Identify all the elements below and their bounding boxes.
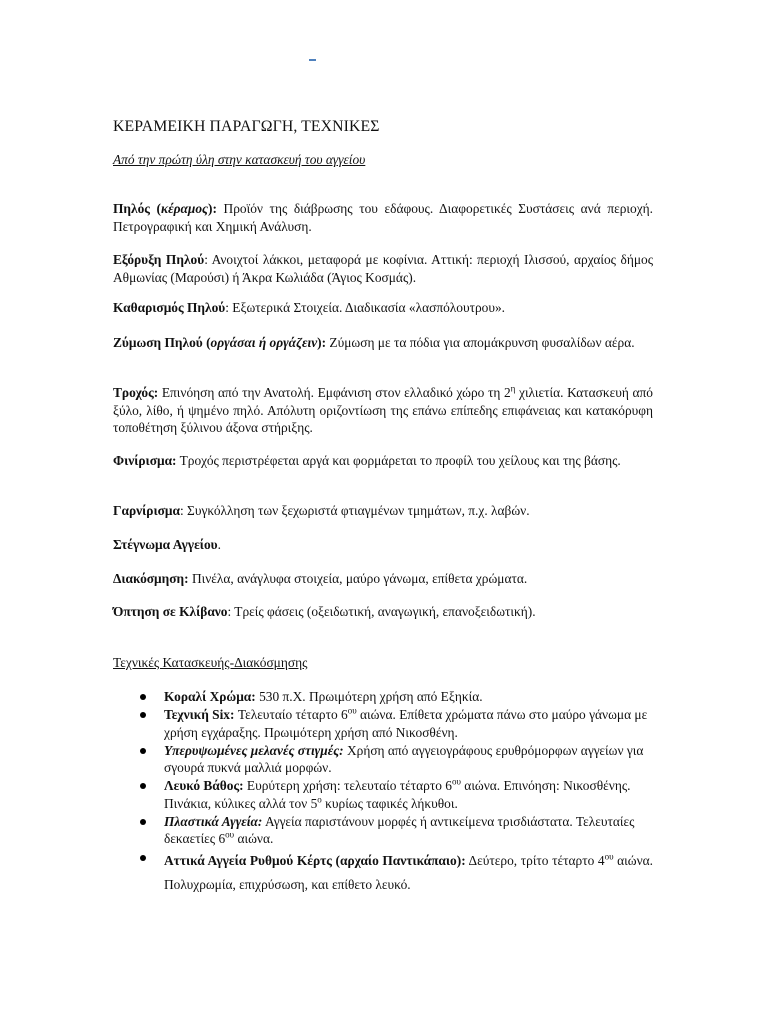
term-exoryxi: Εξόρυξη Πηλού (113, 252, 205, 267)
paragraph-katharismos (113, 299, 653, 317)
technique-sup: ου (225, 829, 235, 840)
paragraph-garnirisma (113, 502, 653, 520)
bullet-icon (140, 748, 146, 754)
technique-text: Τελευταίο τέταρτο 6 (234, 707, 348, 723)
technique-text: Ευρύτερη χρήση: τελευταίο τέταρτο 6 (243, 778, 452, 794)
technique-text: αιώνα. Επινόηση: Νικοσθένης. Πινάκια, κύλικες αλλά τον 5 (164, 778, 631, 811)
paragraph-stegnoma (113, 536, 653, 554)
paragraph-trochos (113, 384, 653, 437)
text-garnirisma: : Συγκόλληση των ξεχωριστά φτιαγμένων τμημάτων, π.χ. λαβών. (179, 503, 530, 518)
technique-text: Χρήση από αγγειογράφους ερυθρόμορφων αγγείων για σγουρά πυκνά μαλλιά μορφών. (164, 742, 644, 776)
text-katharismos: : Εξωτερικά Στοιχεία. Διαδικασία «λασπόλουτρου». (225, 300, 506, 315)
technique-term: Λευκό Βάθος: (164, 778, 244, 794)
list-item (137, 706, 653, 741)
technique-sup: ου (347, 705, 357, 716)
term-garnirisma: Γαρνίρισμα (113, 503, 180, 518)
technique-text: αιώνα. (234, 831, 274, 847)
technique-term: Υπερυψωμένες μελανές στιγμές: (164, 742, 344, 758)
text-trochos-a: Επινόηση από την Ανατολή. Εμφάνιση στον ελλαδικό χώρο τη 2 (158, 385, 511, 400)
technique-term: Πλαστικά Αγγεία: (164, 814, 263, 830)
bullet-icon (140, 712, 146, 718)
technique-sup: ου (604, 851, 614, 862)
paragraph-zymosi (113, 334, 653, 352)
term-stegnoma: Στέγνωμα Αγγείου (113, 537, 218, 552)
list-item (137, 813, 653, 848)
bullet-icon (140, 783, 146, 789)
techniques-list (137, 688, 653, 898)
document-title: ΚΕΡΑΜΕΙΚΗ ΠΑΡΑΓΩΓΗ, ΤΕΧΝΙΚΕΣ (113, 118, 380, 135)
technique-text: αιώνα. Πολυχρωμία, επιχρύσωση, και επίθετο λευκό. (164, 852, 654, 892)
list-item (137, 777, 653, 812)
text-stegnoma: . (217, 537, 221, 552)
list-item (137, 849, 653, 897)
paragraph-pilos (113, 200, 653, 235)
text-pilos: Προϊόν της διάβρωσης του εδάφους. Διαφορετικές Συστάσεις ανά περιοχή. Πετρογραφική και Χημική Ανάλυση. (113, 201, 653, 234)
paragraph-diakosmisi (113, 570, 653, 588)
text-finirisma: Τροχός περιστρέφεται αργά και φορμάρεται το προφίλ του χείλους και της βάσης. (176, 453, 621, 468)
term-optisi: Όπτηση σε Κλίβανο (113, 604, 228, 619)
header-dash-mark (309, 59, 316, 61)
term-finirisma: Φινίρισμα: (113, 453, 177, 468)
technique-text: κυρίως ταφικές λήκυθοι. (321, 795, 458, 811)
text-diakosmisi: Πινέλα, ανάγλυφα στοιχεία, μαύρο γάνωμα, επίθετα χρώματα. (188, 571, 528, 586)
sup-trochos: η (510, 383, 516, 394)
term-trochos: Τροχός: (113, 385, 159, 400)
text-optisi: : Τρείς φάσεις (οξειδωτική, αναγωγική, επανοξειδωτική). (227, 604, 536, 619)
technique-term: Αττικά Αγγεία Ρυθμού Κέρτς (αρχαίο Παντικάπαιο): (164, 852, 466, 868)
technique-text: Αγγεία παριστάνουν μορφές ή αντικείμενα τρισδιάστατα. Τελευταίες δεκαετίες 6 (164, 814, 635, 847)
list-item (137, 688, 653, 705)
list-item (137, 742, 653, 777)
text-zymosi: Ζύμωση με τα πόδια για απομάκρυνση φυσαλίδων αέρα. (326, 335, 635, 350)
paragraph-optisi (113, 603, 653, 621)
term-diakosmisi: Διακόσμηση: (113, 571, 189, 586)
bullet-icon (140, 694, 146, 700)
paragraph-exoryxi (113, 251, 653, 286)
technique-sup: ο (317, 794, 322, 805)
technique-text: αιώνα. Επίθετα χρώματα πάνω στο μαύρο γάνωμα με χρήση εγχάραξης. Πρωιμότερη χρήση από Νικοσθένη. (164, 707, 648, 740)
technique-text: 530 π.Χ. Πρωιμότερη χρήση από Εξηκία. (255, 689, 483, 704)
technique-sup: ου (451, 777, 461, 788)
bullet-icon (140, 819, 146, 825)
document-subtitle: Από την πρώτη ύλη στην κατασκευή του αγγείου (113, 152, 366, 167)
term-pilos: Πηλός (κέραμος): (113, 201, 217, 216)
technique-term: Τεχνική Six: (164, 707, 235, 723)
paragraph-finirisma (113, 452, 653, 470)
technique-text: Δεύτερο, τρίτο τέταρτο 4 (465, 852, 605, 868)
technique-term: Κοραλί Χρώμα: (164, 689, 256, 704)
term-katharismos: Καθαρισμός Πηλού (113, 300, 226, 315)
text-exoryxi: : Ανοιχτοί λάκκοι, μεταφορά με κοφίνια. Αττική: περιοχή Ιλισσού, αρχαίος δήμος Αθμωνίας (Μαρούσι) ή Άκρα Κωλιάδα (Άγιος Κοσμάς). (113, 252, 653, 285)
term-zymosi: Ζύμωση Πηλού (οργάσαι ή οργάζειν): (113, 335, 327, 350)
section-title-techniques: Τεχνικές Κατασκευής-Διακόσμησης (113, 655, 308, 670)
text-trochos-b: χιλιετία. Κατασκευή από ξύλο, λίθο, ή ψημένο πηλό. Απόλυτη οριζοντίωση της επάνω επίπεδης επιφάνειας και κατακόρυφη τοποθέτηση ξύλινου άξονα στήριξης. (113, 385, 653, 436)
bullet-icon (140, 855, 146, 861)
